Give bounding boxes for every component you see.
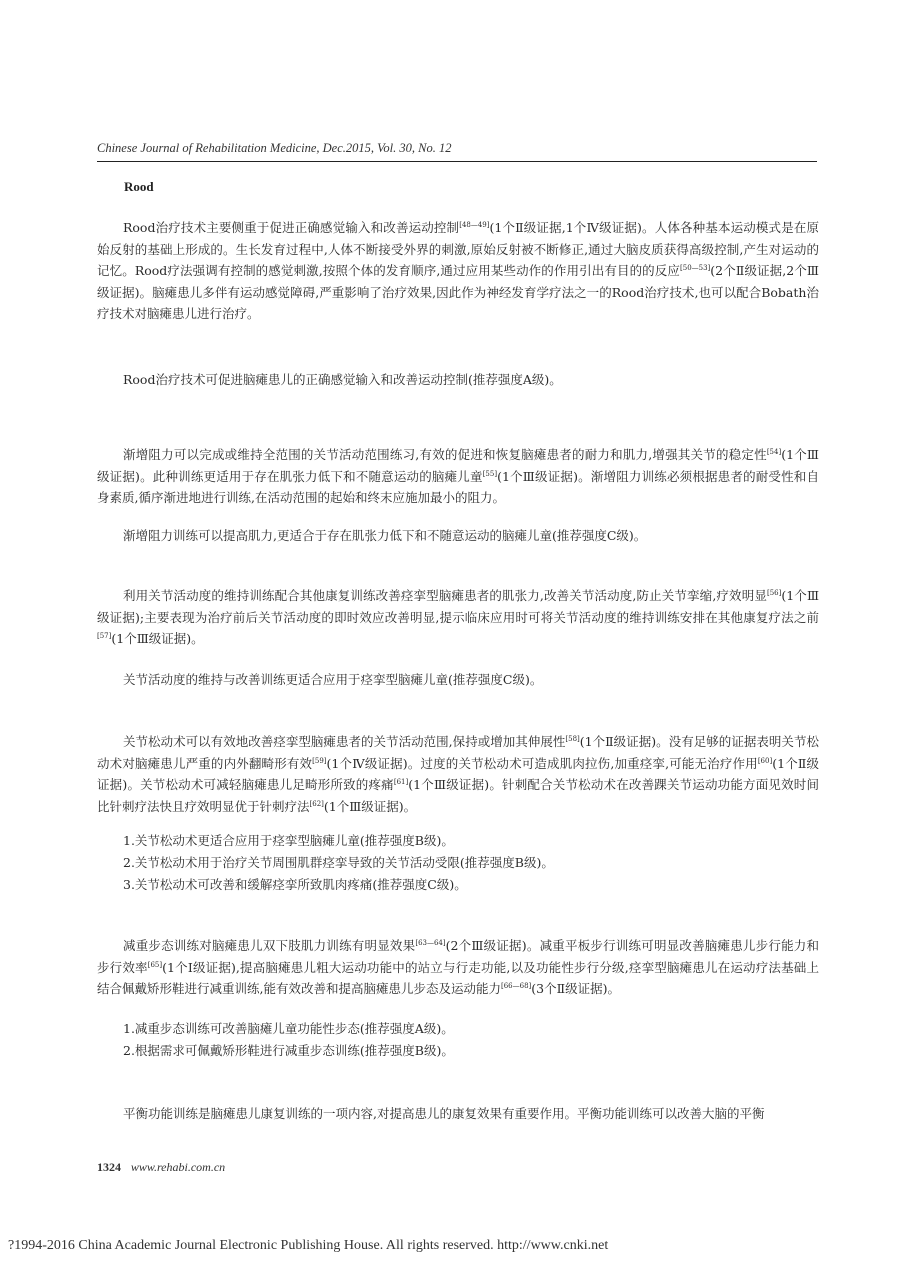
text-segment: (2个Ⅱ级证据,2个Ⅲ级证据)。脑瘫患儿多伴有运动感觉障碍,严重影响了治疗效果,因此作为神经发育学疗法之一的Rood治疗技术,也可以配合Bobath治疗技术对脑瘫患儿进行治疗。 [97, 263, 819, 321]
citation-ref: [50—53] [680, 264, 711, 272]
citation-ref: [62] [309, 799, 324, 808]
text-segment: (1个Ⅲ级证据)。 [111, 631, 204, 646]
header-rule [97, 161, 817, 162]
citation-ref: [60] [757, 756, 773, 765]
text-segment: Rood治疗技术主要侧重于促进正确感觉输入和改善运动控制 [123, 220, 460, 235]
copyright-notice: ?1994-2016 China Academic Journal Electronic Publishing House. All rights reserved. http://www.cnki.net [8, 1238, 609, 1253]
recommendation-rood: Rood治疗技术可促进脑瘫患儿的正确感觉输入和改善运动控制(推荐强度A级)。 [123, 372, 562, 387]
text-segment: 关节松动术可以有效地改善痉挛型脑瘫患者的关节活动范围,保持或增加其伸展性 [123, 734, 566, 749]
citation-ref: [54] [766, 448, 782, 456]
running-head: Chinese Journal of Rehabilitation Medicine, Dec.2015, Vol. 30, No. 12 [97, 141, 452, 155]
text-segment: (1个Ⅲ级证据);主要表现为治疗前后关节活动度的即时效应改善明显,提示临床应用时可将关节活动度的维持训练安排在其他康复疗法之前 [97, 588, 819, 625]
journal-website: www.rehabi.com.cn [130, 1160, 226, 1174]
text-segment: (1个Ⅲ级证据)。针刺配合关节松动术在改善踝关节运动功能方面见效时间比针刺疗法快且疗效明显优于针刺疗法 [97, 777, 819, 814]
text-segment: (1个Ⅲ级证据)。此种训练更适用于存在肌张力低下和不随意运动的脑瘫儿童 [97, 447, 819, 484]
paragraph-range-of-motion [97, 585, 819, 650]
text-segment: (1个Ⅰ级证据),提高脑瘫患儿粗大运动功能中的站立与行走功能,以及功能性步行分级,痉挛型脑瘫患儿在运动疗法基础上结合佩戴矫形鞋进行减重训练,能有效改善和提高脑瘫患儿步态及运动能力 [97, 959, 819, 996]
recommendation-joint-mobilization-2: 2.关节松动术用于治疗关节周围肌群痉挛导致的关节活动受限(推荐强度B级)。 [123, 855, 554, 870]
recommendation-progressive-resistance: 渐增阻力训练可以提高肌力,更适合于存在肌张力低下和不随意运动的脑瘫儿童(推荐强度C级)。 [123, 528, 647, 543]
citation-ref: [65] [147, 960, 163, 969]
recommendation-joint-mobilization-1: 1.关节松动术更适合应用于痉挛型脑瘫儿童(推荐强度B级)。 [123, 833, 454, 848]
citation-ref: [56] [766, 589, 782, 597]
citation-ref: [61] [393, 778, 409, 786]
paragraph-progressive-resistance [97, 444, 819, 509]
citation-ref: [55] [482, 469, 498, 478]
text-segment: (1个Ⅱ级证据)。关节松动术可减轻脑瘫患儿足畸形所致的疼痛 [97, 755, 819, 792]
paragraph-rood [97, 217, 819, 325]
citation-ref: [59] [312, 756, 327, 765]
recommendation-weight-support-gait-2: 2.根据需求可佩戴矫形鞋进行减重步态训练(推荐强度B级)。 [123, 1043, 454, 1058]
citation-ref: [58] [565, 735, 580, 743]
citation-ref: [63—64] [415, 939, 446, 947]
paragraph-weight-support-gait [97, 935, 819, 1000]
paragraph-balance-training [97, 1103, 819, 1125]
text-segment: (1个Ⅱ级证据)。没有足够的证据表明关节松动术对脑瘫患儿严重的内外翻畸形有效 [97, 734, 819, 771]
citation-ref: [66—68] [500, 982, 532, 990]
text-segment: (1个Ⅱ级证据,1个Ⅳ级证据)。人体各种基本运动模式是在原始反射的基础上形成的。生长发育过程中,人体不断接受外界的刺激,原始反射被不断修正,通过大脑皮质获得高级控制,产生对运动的记忆。Rood疗法强调有控制的感觉刺激,按照个体的发育顺序,通过应用某些动作的作用引出有目的的反应 [97, 220, 820, 278]
page-number: 1324 [97, 1160, 121, 1174]
text-segment: 利用关节活动度的维持训练配合其他康复训练改善痉挛型脑瘫患者的肌张力,改善关节活动度,防止关节挛缩,疗效明显 [123, 588, 767, 603]
section-heading: Rood [124, 179, 154, 194]
recommendation-joint-mobilization-3: 3.关节松动术可改善和缓解痉挛所致肌肉疼痛(推荐强度C级)。 [123, 877, 467, 892]
citation-ref: [57] [97, 632, 112, 640]
text-segment: (2个Ⅲ级证据)。减重平板步行训练可明显改善脑瘫患儿步行能力和步行效率 [97, 938, 819, 975]
text-segment: (1个Ⅳ级证据)。过度的关节松动术可造成肌肉拉伤,加重痉挛,可能无治疗作用 [326, 755, 758, 771]
recommendation-range-of-motion: 关节活动度的维持与改善训练更适合应用于痉挛型脑瘫儿童(推荐强度C级)。 [123, 672, 543, 687]
text-segment: (3个Ⅱ级证据)。 [531, 981, 620, 996]
page-footer [97, 1160, 225, 1175]
recommendation-weight-support-gait-1: 1.减重步态训练可改善脑瘫儿童功能性步态(推荐强度A级)。 [123, 1021, 454, 1036]
text-segment: 减重步态训练对脑瘫患儿双下肢肌力训练有明显效果 [123, 938, 416, 953]
citation-ref: [48—49] [459, 221, 490, 229]
text-segment: (1个Ⅲ级证据)。 [323, 798, 417, 814]
text-segment: 平衡功能训练是脑瘫患儿康复训练的一项内容,对提高患儿的康复效果有重要作用。平衡功能训练可以改善大脑的平衡 [123, 1106, 765, 1121]
text-segment: (1个Ⅲ级证据)。渐增阻力训练必须根据患者的耐受性和自身素质,循序渐进地进行训练,在活动范围的起始和终末应施加最小的阻力。 [97, 468, 819, 505]
text-segment: 渐增阻力可以完成或维持全范围的关节活动范围练习,有效的促进和恢复脑瘫患者的耐力和肌力,增强其关节的稳定性 [123, 447, 767, 462]
paragraph-joint-mobilization [97, 731, 819, 817]
